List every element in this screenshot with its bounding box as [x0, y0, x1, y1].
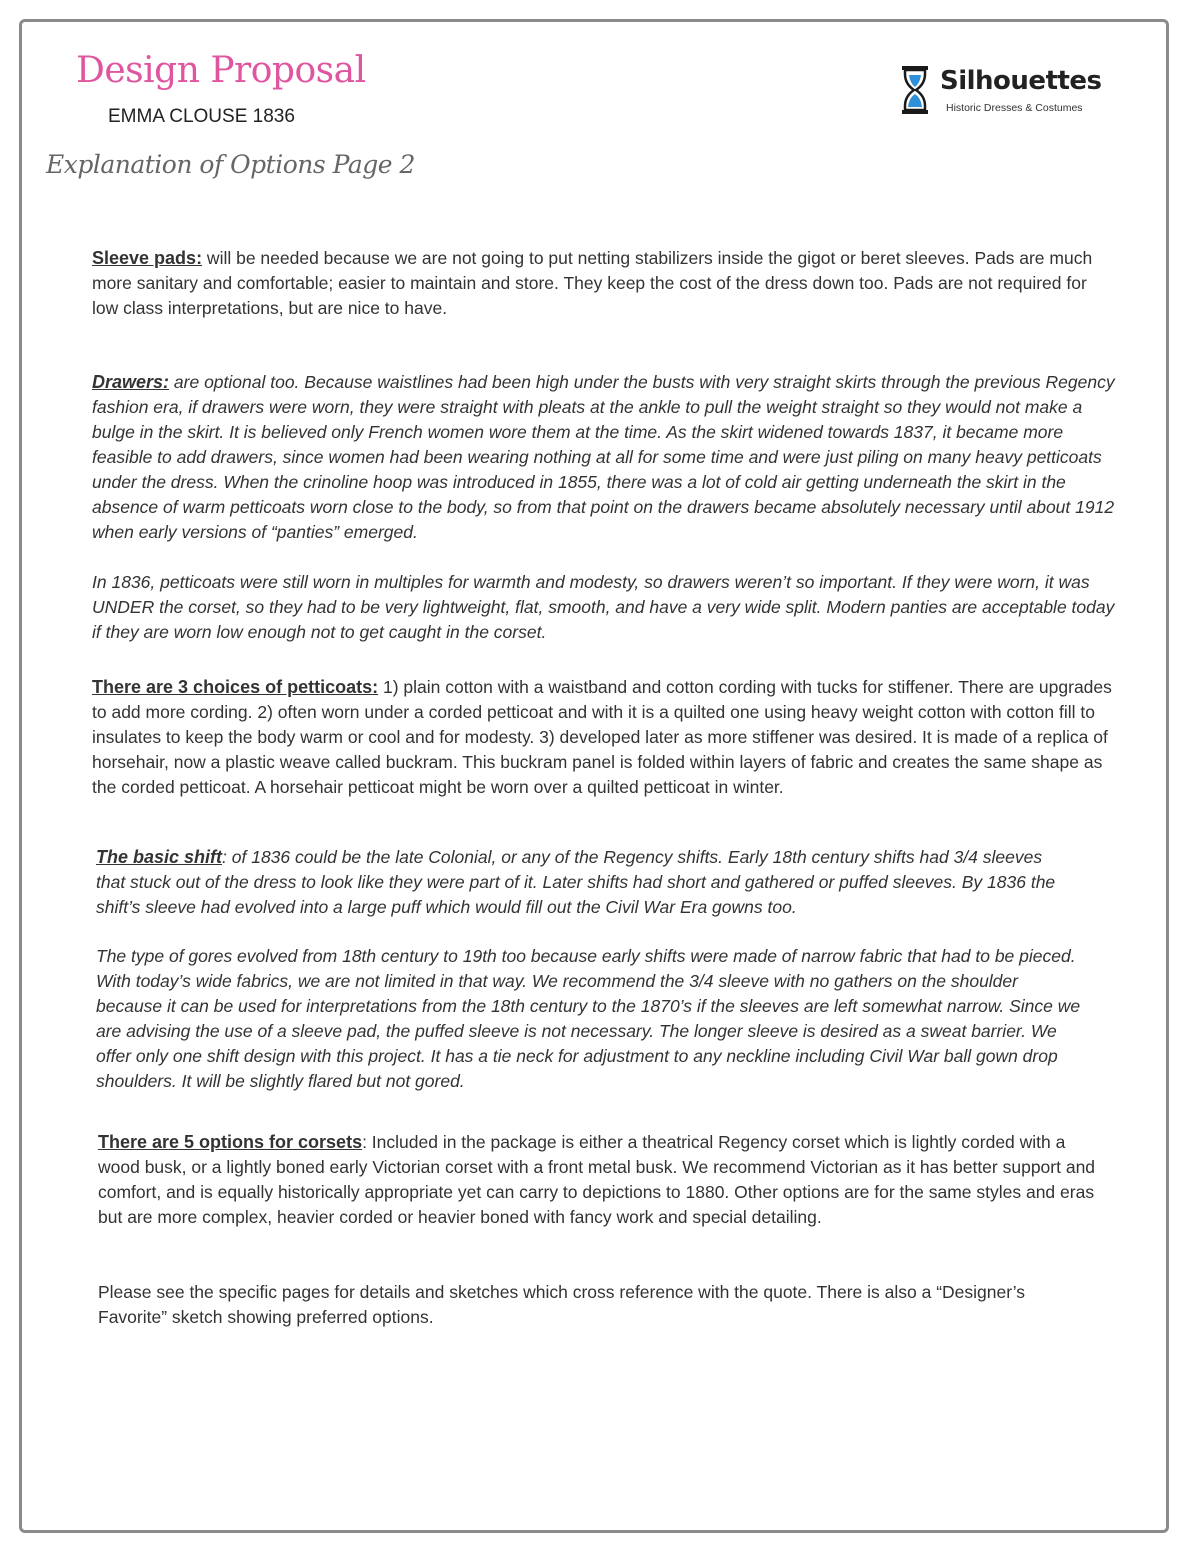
petticoats-text: 1) plain cotton with a waistband and cotton cording with tucks for stiffener. There are upgrades to add more cording. 2) often worn under a corded petticoat and with it is a quilted one using heavy weight cotton with cotton fill to insulates to keep the body warm or cool and for modesty. 3) developed later as more stiffener was desired. It is made of a replica of horsehair, now a plastic weave called buckram. This buckram panel is folded within layers of fabric and creates the same shape as the corded petticoat. A horsehair petticoat might be worn over a quilted petticoat in winter. [92, 677, 1112, 797]
gores-text: The type of gores evolved from 18th century to 19th too because early shifts were made of narrow fabric that had to be pieced. With today’s wide fabrics, we are not limited in that way. We recommend the 3/4 sleeve with no gathers on the shoulder because it can be used for interpretations from the 18th century to the 1870’s if the sleeves are left somewhat narrow. Since we are advising the use of a sleeve pad, the puffed sleeve is not necessary. The longer sleeve is desired as a sweat barrier. We offer only one shift design with this project. It has a tie neck for adjustment to any neckline including Civil War ball gown drop shoulders. It will be slightly flared but not gored. [96, 946, 1081, 1091]
closing-text: Please see the specific pages for details and sketches which cross reference with the quote. There is also a “Designer’s Favorite” sketch showing preferred options. [98, 1282, 1026, 1327]
drawers-text: are optional too. Because waistlines had been high under the busts with very straight skirts through the previous Regency fashion era, if drawers were worn, they were straight with pleats at the ankle to pull the weight straight so they would not make a bulge in the skirt. It is believed only French women wore them at the time. As the skirt widened towards 1837, it became more feasible to add drawers, since women had been wearing nothing at all for some time and were just piling on many heavy petticoats under the dress. When the crinoline hoop was introduced in 1855, there was a lot of cold air getting underneath the skirt in the absence of warm petticoats worn close to the body, so from that point on the drawers became absolutely necessary until about 1912 when early versions of “panties” emerged. [92, 372, 1115, 542]
logo-name: Silhouettes [940, 66, 1102, 96]
logo-tagline: Historic Dresses & Costumes [946, 102, 1083, 114]
closing-paragraph [98, 1280, 1058, 1330]
hourglass-icon [900, 66, 930, 114]
sleeve-pads-text: will be needed because we are not going to put netting stabilizers inside the gigot or beret sleeves. Pads are much more sanitary and comfortable; easier to maintain and store. They keep the cost of the dress down too. Pads are not required for low class interpretations, but are nice to have. [92, 248, 1093, 318]
corsets-heading: There are 5 options for corsets [98, 1132, 363, 1152]
petticoats-heading: There are 3 choices of petticoats: [92, 677, 379, 697]
petticoats-paragraph [92, 675, 1120, 800]
drawers-1836-paragraph [92, 570, 1120, 645]
corsets-text: : Included in the package is either a theatrical Regency corset which is lightly corded with a wood busk, or a lightly boned early Victorian corset with a front metal busk. We recommend Victorian as it has better support and comfort, and is equally historically appropriate yet can carry to depictions to 1880. Other options are for the same styles and eras but are more complex, heavier corded or heavier boned with fancy work and special detailing. [98, 1132, 1096, 1227]
drawers-heading: Drawers: [92, 372, 170, 392]
shift-text: : of 1836 could be the late Colonial, or any of the Regency shifts. Early 18th century shifts had 3/4 sleeves that stuck out of the dress to look like they were part of it. Later shifts had short and gathered or puffed sleeves. By 1836 the shift’s sleeve had evolved into a large puff which would fill out the Civil War Era gowns too. [96, 847, 1056, 917]
sleeve-pads-heading: Sleeve pads: [92, 248, 203, 268]
document-subtitle: EMMA CLOUSE 1836 [108, 106, 295, 127]
sleeve-pads-paragraph [92, 246, 1112, 321]
shift-heading: The basic shift [96, 847, 223, 867]
drawers-1836-text: In 1836, petticoats were still worn in multiples for warmth and modesty, so drawers weren’t so important. If they were worn, it was UNDER the corset, so they had to be very lightweight, flat, smooth, and have a very wide split. Modern panties are acceptable today if they are worn low enough not to get caught in the corset. [92, 572, 1115, 642]
document-title: Design Proposal [76, 50, 366, 91]
gores-paragraph [96, 944, 1086, 1094]
corsets-paragraph [98, 1130, 1098, 1230]
drawers-paragraph [92, 370, 1120, 545]
silhouettes-logo [900, 64, 1100, 120]
section-heading: Explanation of Options Page 2 [46, 150, 415, 179]
shift-paragraph [96, 845, 1056, 920]
